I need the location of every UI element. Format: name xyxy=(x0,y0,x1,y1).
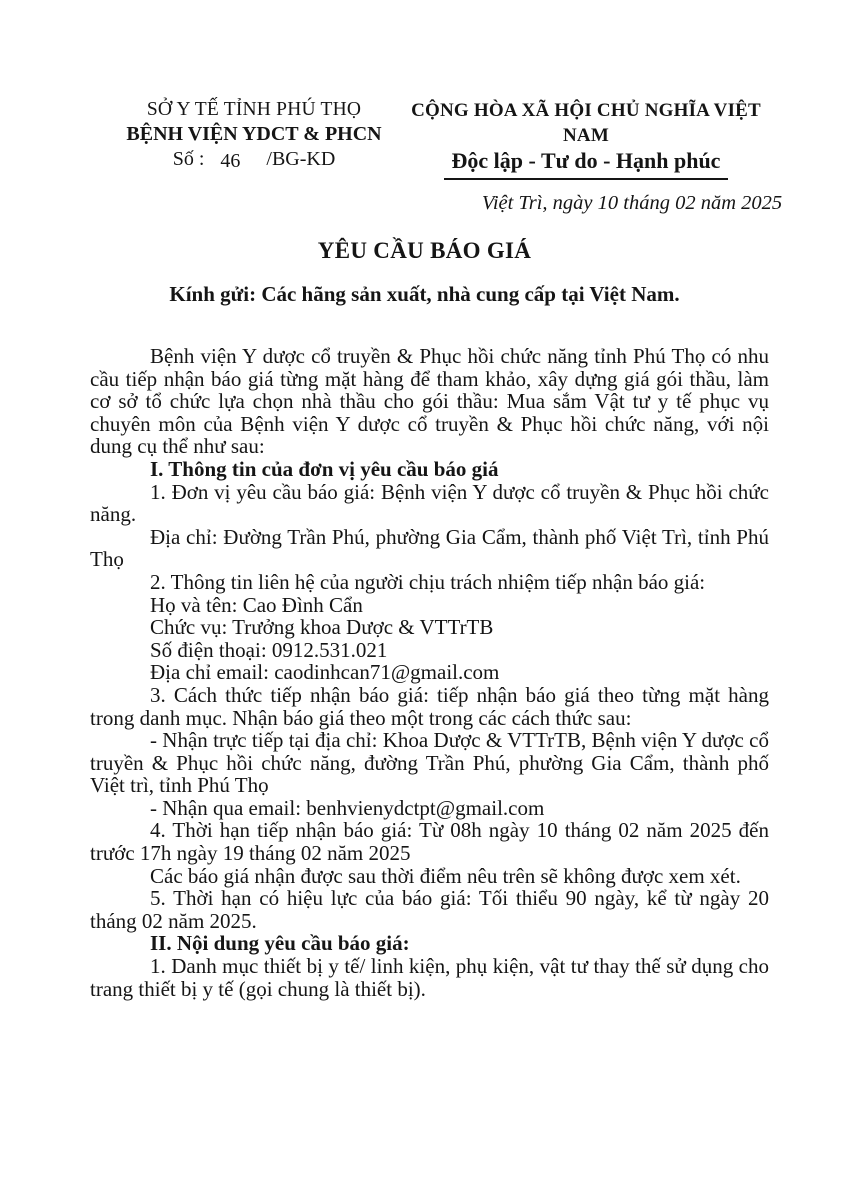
document-title: YÊU CẦU BÁO GIÁ xyxy=(317,238,532,263)
issuer-block xyxy=(104,98,404,171)
national-header-block xyxy=(386,98,786,215)
late-quotation-note-line: Các báo giá nhận được sau thời điểm nêu trên sẽ không được xem xét. xyxy=(150,863,741,888)
salutation-line: Kính gửi: Các hãng sản xuất, nhà cung cấp tại Việt Nam. xyxy=(169,282,680,306)
quotation-validity-paragraph: 5. Thời hạn có hiệu lực của báo giá: Tối thiểu 90 ngày, kể từ ngày 20 tháng 02 năm 2025. xyxy=(90,886,769,933)
reception-deadline-paragraph: 4. Thời hạn tiếp nhận báo giá: Từ 08h ngày 10 tháng 02 năm 2025 đến trước 17h ngày 19 tháng 02 năm 2025 xyxy=(90,818,769,866)
place-and-date: Việt Trì, ngày 10 tháng 02 năm 2025 xyxy=(481,192,783,214)
issuer-hospital-name: BỆNH VIỆN YDCT & PHCN xyxy=(126,123,382,145)
document-number-line xyxy=(104,147,404,171)
reception-direct-address-line: - Nhận trực tiếp tại địa chỉ: Khoa Dược & VTTrTB, Bệnh viện Y dược cổ truyền & Phục hồi chức năng, đường Trần Phú, phường Gia Cẩm, thành phố Việt trì, tỉnh Phú Thọ xyxy=(90,728,769,798)
document-body xyxy=(90,345,769,1000)
section-1-heading: I. Thông tin của đơn vị yêu cầu báo giá xyxy=(150,456,499,481)
address-line: Địa chỉ: Đường Trần Phú, phường Gia Cẩm, thành phố Việt Trì, tỉnh Phú Thọ xyxy=(90,524,769,572)
requesting-unit-line: 1. Đơn vị yêu cầu báo giá: Bệnh viện Y dược cổ truyền & Phục hồi chức năng. xyxy=(90,479,769,527)
document-number-label: Số : xyxy=(172,148,205,170)
intro-paragraph: Bệnh viện Y dược cổ truyền & Phục hồi chức năng tỉnh Phú Thọ có nhu cầu tiếp nhận báo giá từng mặt hàng để tham khảo, xây dựng giá gói thầu, làm cơ sở tổ chức lựa chọn nhà thầu cho gói thầu: Mua sắm Vật tư y tế phục vụ chuyên môn của Bệnh viện Y dược cổ truyền & Phục hồi chức năng, với nội dung cụ thể như sau: xyxy=(90,344,769,459)
national-title: CỘNG HÒA XÃ HỘI CHỦ NGHĨA VIỆT NAM xyxy=(411,100,761,146)
document-number-value: 46 xyxy=(220,150,241,172)
contact-position-line: Chức vụ: Trưởng khoa Dược & VTTrTB xyxy=(150,615,494,640)
contact-phone-line: Số điện thoại: 0912.531.021 xyxy=(150,637,388,662)
reception-method-paragraph: 3. Cách thức tiếp nhận báo giá: tiếp nhận báo giá theo từng mặt hàng trong danh mục. Nhận báo giá theo một trong các cách thức sau: xyxy=(90,682,769,730)
contact-email-line: Địa chỉ email: caodinhcan71@gmail.com xyxy=(150,660,500,685)
reception-email-line: - Nhận qua email: benhvienydctpt@gmail.com xyxy=(150,795,545,820)
national-motto: Độc lập - Tư do - Hạnh phúc xyxy=(444,148,729,180)
document-number-suffix: /BG-KD xyxy=(266,148,336,170)
section-2-heading: II. Nội dung yêu cầu báo giá: xyxy=(150,931,410,956)
contact-name-line: Họ và tên: Cao Đình Cẩn xyxy=(150,592,363,617)
issuer-department: SỞ Y TẾ TỈNH PHÚ THỌ xyxy=(146,99,362,120)
contact-section-line: 2. Thông tin liên hệ của người chịu trách nhiệm tiếp nhận báo giá: xyxy=(150,569,706,594)
equipment-list-paragraph: 1. Danh mục thiết bị y tế/ linh kiện, phụ kiện, vật tư thay thế sử dụng cho trang thiết bị y tế (gọi chung là thiết bị). xyxy=(90,954,769,1001)
